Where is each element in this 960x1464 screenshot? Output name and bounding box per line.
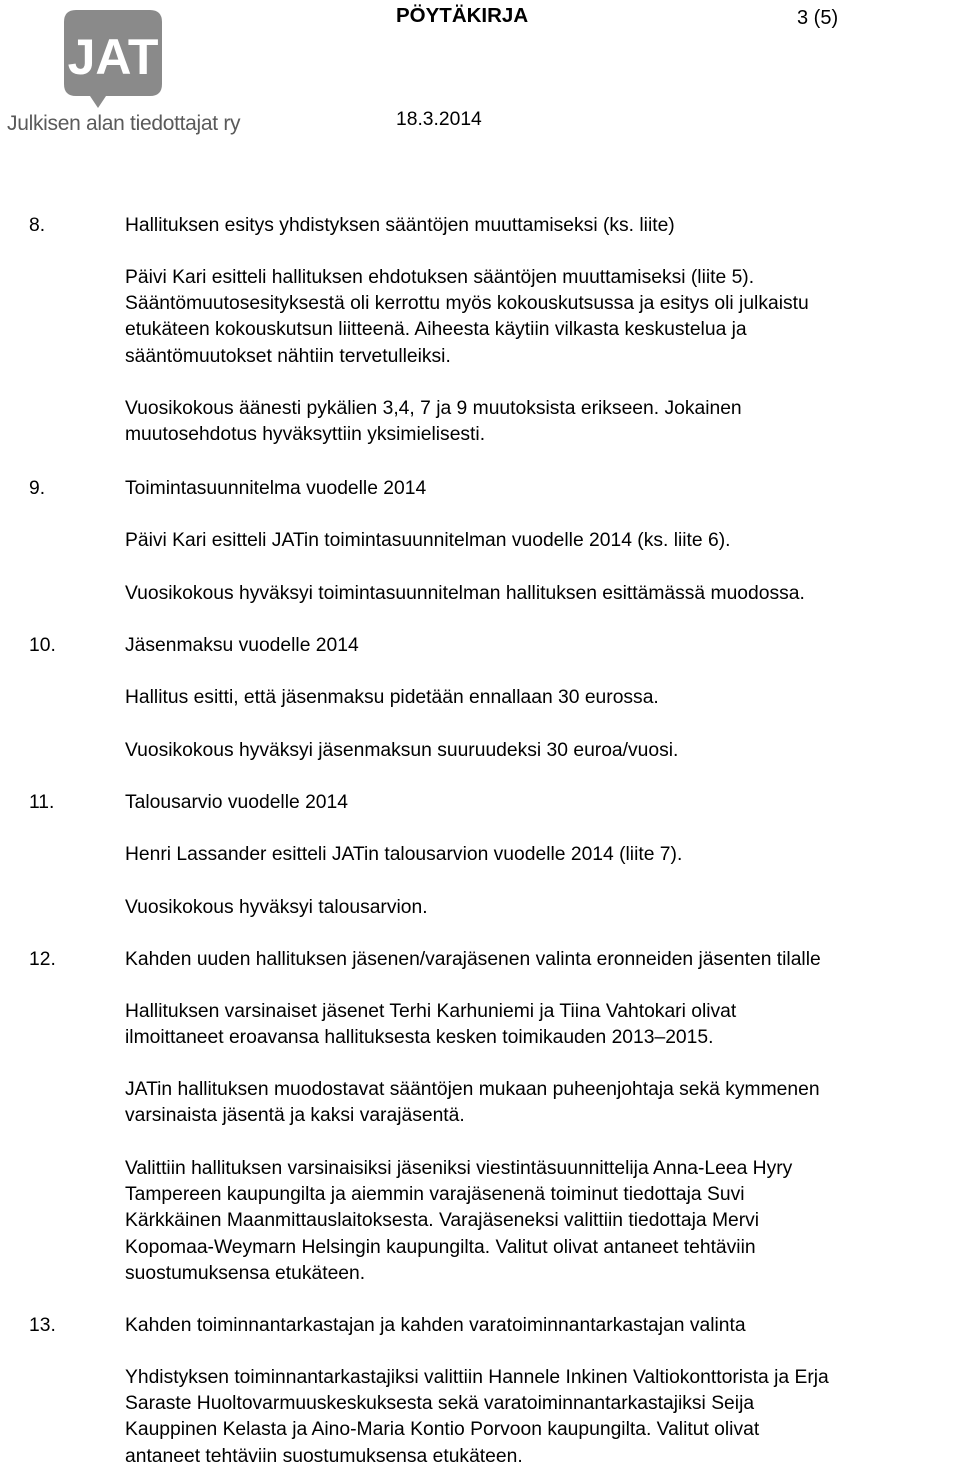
text-line: Kauppinen Kelasta ja Aino-Maria Kontio Porvoon kaupungilta. Valitut olivat (125, 1419, 760, 1441)
paragraph (125, 842, 955, 868)
text-line: suostumuksensa etukäteen. (125, 1262, 366, 1284)
text-line: JATin hallituksen muodostavat sääntöjen mukaan puheenjohtaja sekä kymmenen (125, 1079, 820, 1100)
text-line: Kopomaa-Weymarn Helsingin kaupungilta. Valitut olivat antaneet tehtäviin (125, 1236, 756, 1258)
text-line: Vuosikokous hyväksyi toimintasuunnitelman hallituksen esittämässä muodossa. (125, 583, 805, 604)
paragraph (125, 581, 955, 607)
section-number: 13. (29, 1315, 56, 1336)
section-title: Jäsenmaksu vuodelle 2014 (125, 635, 359, 656)
text-line: varsinaista jäsentä ja kaksi varajäsentä. (125, 1105, 465, 1127)
page-number: 3 (5) (797, 7, 839, 29)
text-line: Vuosikokous äänesti pykälien 3,4, 7 ja 9 muutoksista erikseen. Jokainen (125, 398, 742, 419)
paragraph (125, 1365, 955, 1464)
paragraph (125, 738, 955, 764)
paragraph (125, 895, 955, 921)
logo-caption: Julkisen alan tiedottajat ry (7, 112, 241, 135)
paragraph (125, 685, 955, 711)
text-line: Yhdistyksen toiminnantarkastajiksi valittiin Hannele Inkinen Valtiokonttorista ja Erja (125, 1367, 829, 1388)
text-line: Päivi Kari esitteli JATin toimintasuunnitelman vuodelle 2014 (ks. liite 6). (125, 530, 731, 551)
text-line: Sääntömuutosesityksestä oli kerrottu myös kokouskutsussa ja esitys oli julkaistu (125, 293, 809, 315)
text-line: Tampereen kaupungilta ja aiemmin varajäsenenä toiminut tiedottaja Suvi (125, 1184, 745, 1206)
text-line: sääntömuutokset nähtiin tervetulleiksi. (125, 345, 451, 367)
section-title: Kahden toiminnantarkastajan ja kahden varatoiminnantarkastajan valinta (125, 1315, 746, 1336)
section-title: Hallituksen esitys yhdistyksen sääntöjen muuttamiseksi (ks. liite) (125, 215, 675, 236)
section-number: 12. (29, 949, 56, 970)
text-line: Hallituksen varsinaiset jäsenet Terhi Karhuniemi ja Tiina Vahtokari olivat (125, 1001, 737, 1022)
paragraph (125, 265, 955, 370)
text-line: Kärkkäinen Maanmittauslaitoksesta. Varajäseneksi valittiin tiedottaja Mervi (125, 1210, 760, 1232)
logo-mark-text: JAT (67, 29, 159, 85)
text-line: Vuosikokous hyväksyi talousarvion. (125, 897, 428, 918)
document-title: PÖYTÄKIRJA (396, 4, 529, 27)
paragraph (125, 528, 955, 554)
text-line: muutosehdotus hyväksyttiin yksimielisesti. (125, 424, 486, 446)
text-line: antaneet tehtäviin suostumuksensa etukäteen. (125, 1445, 523, 1464)
text-line: Hallitus esitti, että jäsenmaksu pidetään ennallaan 30 eurossa. (125, 687, 659, 708)
text-line: ilmoittaneet eroavansa hallituksesta kesken toimikauden 2013–2015. (125, 1027, 714, 1049)
text-line: Valittiin hallituksen varsinaisiksi jäseniksi viestintäsuunnittelija Anna-Leea Hyry (125, 1158, 793, 1179)
text-line: etukäteen kokouskutsun liitteenä. Aiheesta käytiin vilkasta keskustelua ja (125, 319, 747, 341)
section-title: Kahden uuden hallituksen jäsenen/varajäsenen valinta eronneiden jäsenten tilalle (125, 949, 821, 970)
paragraph (125, 1156, 955, 1287)
text-line: Henri Lassander esitteli JATin talousarvion vuodelle 2014 (liite 7). (125, 844, 683, 865)
section-title: Toimintasuunnitelma vuodelle 2014 (125, 478, 427, 499)
document-date: 18.3.2014 (396, 109, 482, 130)
paragraph (125, 1077, 955, 1129)
section-number: 8. (29, 215, 46, 236)
text-line: Vuosikokous hyväksyi jäsenmaksun suuruudeksi 30 euroa/vuosi. (125, 740, 679, 761)
section-number: 11. (29, 792, 55, 813)
paragraph (125, 999, 955, 1051)
paragraph (125, 396, 955, 448)
speech-bubble-logo-icon (4, 4, 214, 114)
text-line: Saraste Huoltovarmuuskeskuksesta sekä varatoiminnantarkastajiksi Seija (125, 1393, 755, 1415)
section-title: Talousarvio vuodelle 2014 (125, 792, 348, 813)
section-number: 9. (29, 478, 46, 499)
text-line: Päivi Kari esitteli hallituksen ehdotuksen sääntöjen muuttamiseksi (liite 5). (125, 267, 755, 288)
section-number: 10. (29, 635, 56, 656)
